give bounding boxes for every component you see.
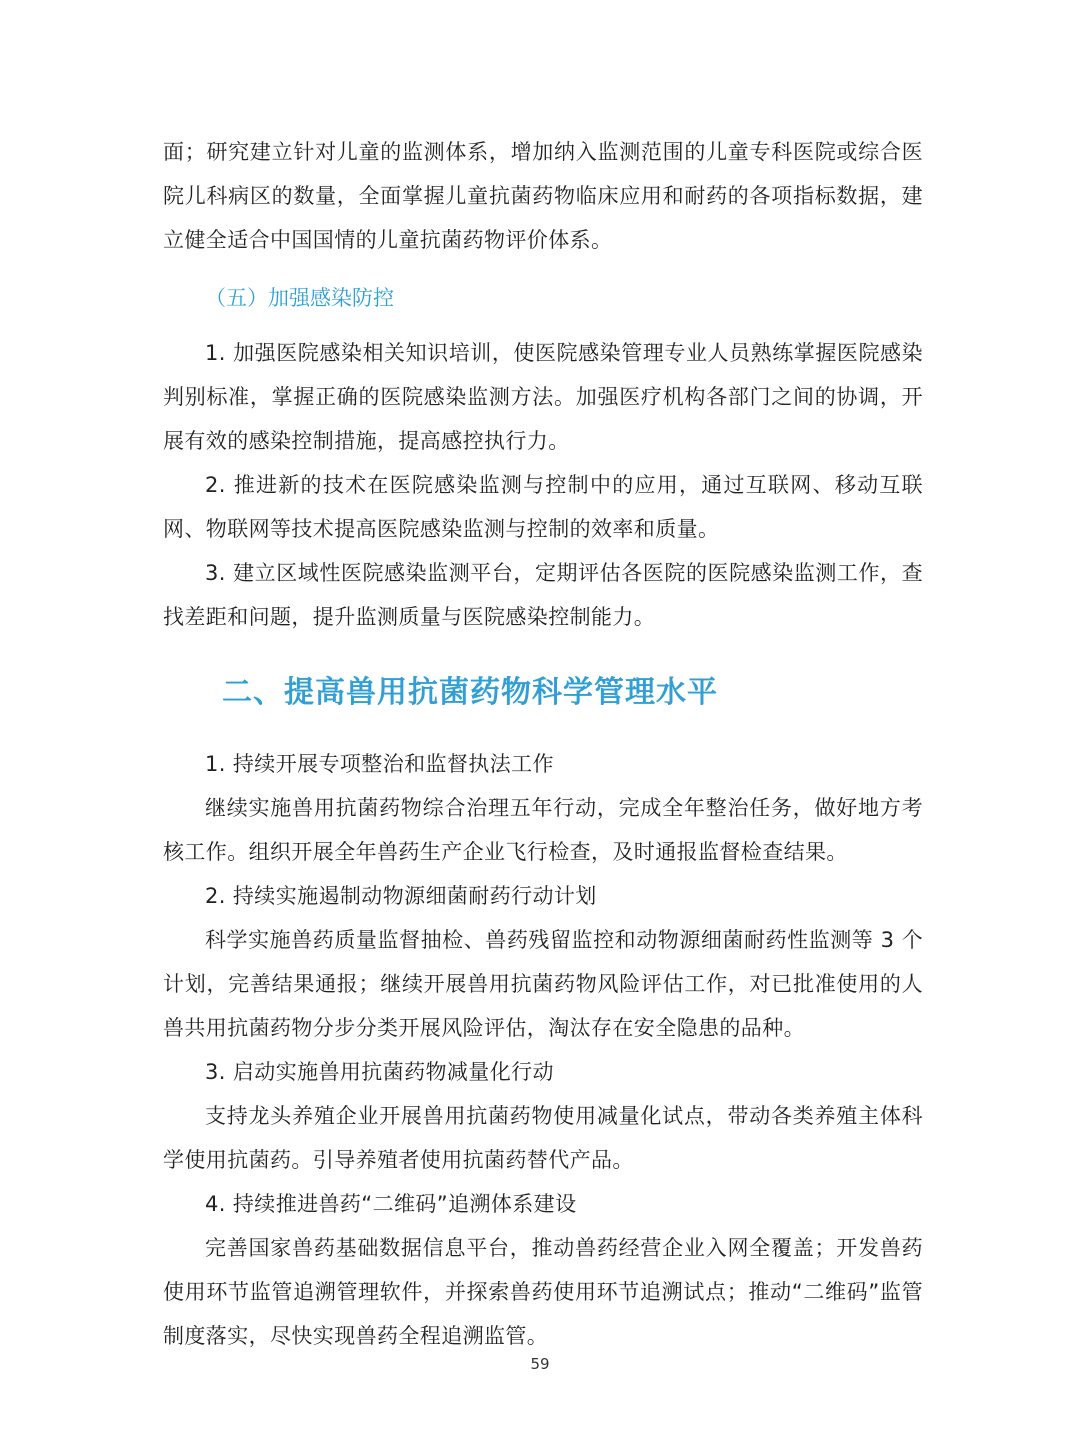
intro-block: [163, 130, 923, 262]
section-item-4-body: 完善国家兽药基础数据信息平台，推动兽药经营企业入网全覆盖；开发兽药使用环节监管追溯管理软件，并探索兽药使用环节追溯试点；推动“二维码”监管制度落实，尽快实现兽药全程追溯监管。: [163, 1236, 923, 1348]
section-item-2-body: 科学实施兽药质量监督抽检、兽药残留监控和动物源细菌耐药性监测等 3 个计划，完善结果通报；继续开展兽用抗菌药物风险评估工作，对已批准使用的人兽共用抗菌药物分步分类开展风险评估，淘汰存在安全隐患的品种。: [163, 928, 923, 1040]
subsection-item-3: 3. 建立区域性医院感染监测平台，定期评估各医院的医院感染监测工作，查找差距和问题，提升监测质量与医院感染控制能力。: [163, 561, 923, 629]
subsection-title: （五）加强感染防控: [205, 286, 394, 310]
subsection-item-2: 2. 推进新的技术在医院感染监测与控制中的应用，通过互联网、移动互联网、物联网等技术提高医院感染监测与控制的效率和质量。: [163, 473, 923, 541]
intro-paragraph: 面；研究建立针对儿童的监测体系，增加纳入监测范围的儿童专科医院或综合医院儿科病区的数量，全面掌握儿童抗菌药物临床应用和耐药的各项指标数据，建立健全适合中国国情的儿童抗菌药物评价体系。: [163, 140, 923, 252]
section-item-4-heading: 4. 持续推进兽药“二维码”追溯体系建设: [205, 1192, 577, 1216]
subsection-item-1: 1. 加强医院感染相关知识培训，使医院感染管理专业人员熟练掌握医院感染判别标准，掌握正确的医院感染监测方法。加强医疗机构各部门之间的协调，开展有效的感染控制措施，提高感控执行力。: [163, 341, 923, 453]
section-item-3-heading: 3. 启动实施兽用抗菌药物减量化行动: [205, 1060, 554, 1084]
section-item-2-heading: 2. 持续实施遏制动物源细菌耐药行动计划: [205, 884, 597, 908]
section-item-3-body: 支持龙头养殖企业开展兽用抗菌药物使用减量化试点，带动各类养殖主体科学使用抗菌药。引导养殖者使用抗菌药替代产品。: [163, 1104, 923, 1172]
section-block: [163, 742, 923, 1358]
page-number: 59: [530, 1355, 550, 1373]
section-item-1-body: 继续实施兽用抗菌药物综合治理五年行动，完成全年整治任务，做好地方考核工作。组织开展全年兽药生产企业飞行检查，及时通报监督检查结果。: [163, 796, 923, 864]
section-item-1-heading: 1. 持续开展专项整治和监督执法工作: [205, 752, 554, 776]
section-title: 二、提高兽用抗菌药物科学管理水平: [222, 675, 718, 710]
subsection-block: [163, 331, 923, 639]
